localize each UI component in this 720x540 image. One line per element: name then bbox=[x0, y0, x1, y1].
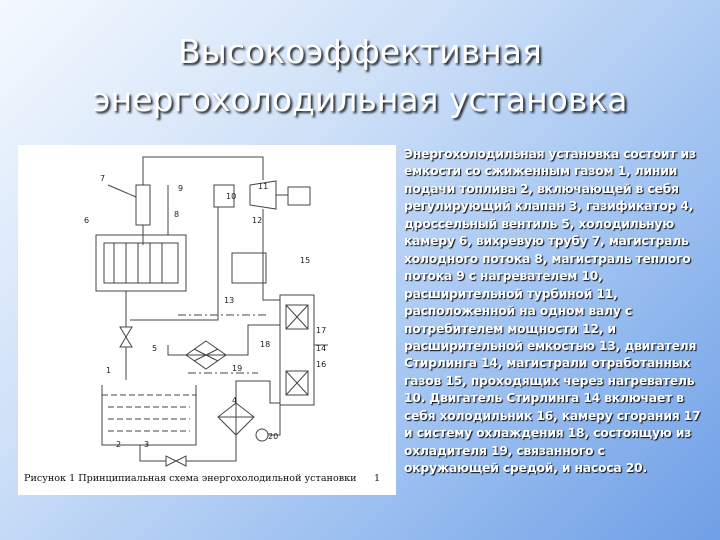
label-9: 9 bbox=[178, 184, 184, 193]
figure-caption: Рисунок 1 Принципиальная схема энергохолодильной установки bbox=[24, 473, 357, 484]
label-4: 4 bbox=[232, 396, 238, 405]
schematic-diagram bbox=[18, 145, 396, 495]
label-6: 6 bbox=[84, 216, 90, 225]
label-14: 14 bbox=[316, 344, 327, 353]
label-1: 1 bbox=[106, 366, 112, 375]
slide-title bbox=[0, 28, 720, 124]
expansion-tank bbox=[232, 253, 266, 283]
label-18: 18 bbox=[260, 340, 271, 349]
liquefied-gas-tank bbox=[102, 385, 196, 445]
label-13: 13 bbox=[224, 296, 235, 305]
label-17: 17 bbox=[316, 326, 327, 335]
throttle-valve bbox=[120, 327, 132, 337]
schematic-figure bbox=[18, 145, 396, 495]
label-8: 8 bbox=[174, 210, 180, 219]
description-text: Энергохолодильная установка состоит из емкости со сжиженным газом 1, линии подачи топлива 2, включающей в себя регулирующий клапан 3, газификатор 4, дроссельный вентиль 5, холодильную камеру 6, вихревую трубу 7, магистраль холодного потока 8, магистраль теплого потока 9 с нагревателем 10, расширительной турбиной 11, расположенной на одном валу с потребителем мощности 12, и расширительной емкостью 13, двигателя Стирлинга 14, магистрали отработанных газов 15, проходящих через нагреватель 10. Двигатель Стирлинга 14 включает в себя холодильник 16, камеру сгорания 17 и систему охлаждения 18, состоящую из охладителя 19, связанного с окружающей средой, и насоса 20. bbox=[404, 147, 701, 476]
label-5: 5 bbox=[152, 344, 158, 353]
pump bbox=[256, 429, 268, 441]
label-16: 16 bbox=[316, 360, 327, 369]
label-12: 12 bbox=[252, 216, 263, 225]
label-3: 3 bbox=[144, 440, 150, 449]
label-19: 19 bbox=[232, 364, 243, 373]
title-line-1: Высокоэффективная bbox=[178, 32, 542, 71]
regulating-valve bbox=[166, 456, 176, 466]
label-10: 10 bbox=[226, 192, 237, 201]
label-7: 7 bbox=[100, 174, 106, 183]
label-20: 20 bbox=[268, 432, 279, 441]
label-15: 15 bbox=[300, 256, 311, 265]
title-line-2: энергохолодильная установка bbox=[92, 80, 628, 119]
power-consumer bbox=[288, 187, 310, 205]
stirling-engine bbox=[280, 295, 314, 405]
figure-caption-end: 1 bbox=[374, 473, 381, 484]
label-11: 11 bbox=[258, 182, 269, 191]
label-2: 2 bbox=[116, 440, 122, 449]
vortex-tube bbox=[136, 185, 150, 225]
